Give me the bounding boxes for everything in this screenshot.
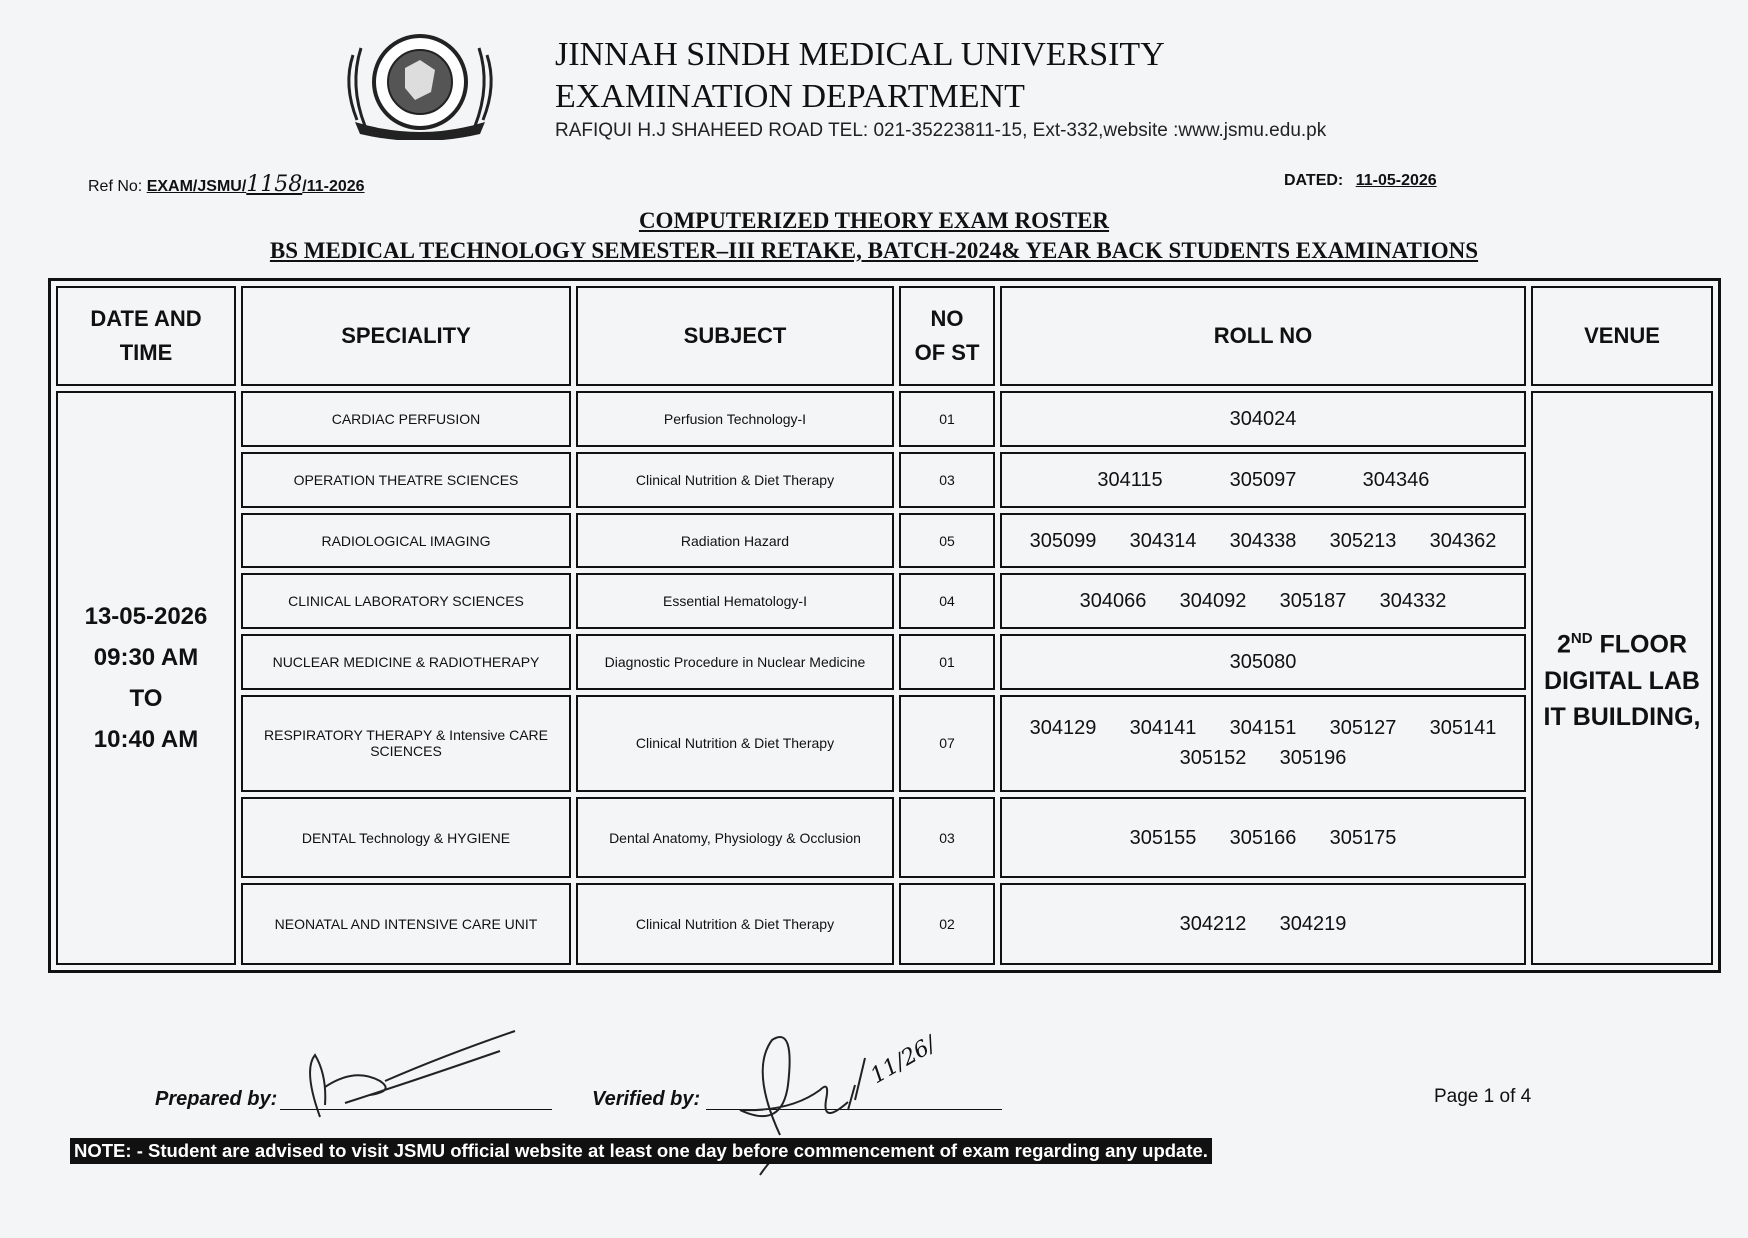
subject-cell: Diagnostic Procedure in Nuclear Medicine xyxy=(576,634,894,690)
header-subject: SUBJECT xyxy=(576,286,894,386)
verified-by-label: Verified by: xyxy=(592,1088,701,1110)
roll-no-cell: 304129 304141 304151 305127 305141 305152 305196 xyxy=(1000,695,1526,792)
table-row xyxy=(56,391,1713,447)
roll-no-cell: 304066 304092 305187 304332 xyxy=(1000,573,1526,629)
roll-no-cell: 304115 305097 304346 xyxy=(1000,452,1526,508)
dated-label: DATED: xyxy=(1284,172,1344,189)
subject-cell: Radiation Hazard xyxy=(576,513,894,569)
roll-no-cell: 304024 xyxy=(1000,391,1526,447)
speciality-cell: NUCLEAR MEDICINE & RADIOTHERAPY xyxy=(241,634,571,690)
subject-cell: Clinical Nutrition & Diet Therapy xyxy=(576,452,894,508)
address-line: RAFIQUI H.J SHAHEED ROAD TEL: 021-35223811-15, Ext-332,website :www.jsmu.edu.pk xyxy=(555,120,1327,141)
table-row xyxy=(56,883,1713,965)
subject-cell: Essential Hematology-I xyxy=(576,573,894,629)
roll-no-cell: 305080 xyxy=(1000,634,1526,690)
note-banner: NOTE: - Student are advised to visit JSMU official website at least one day before commencement of exam regarding any update. xyxy=(70,1138,1212,1164)
university-seal xyxy=(335,30,505,140)
student-count-cell: 05 xyxy=(899,513,995,569)
student-count-cell: 01 xyxy=(899,634,995,690)
ref-prefix: EXAM/JSMU/ xyxy=(146,178,247,195)
table-row xyxy=(56,573,1713,629)
speciality-cell: RADIOLOGICAL IMAGING xyxy=(241,513,571,569)
venue-cell: 2ND FLOOR DIGITAL LAB IT BUILDING, xyxy=(1531,391,1713,965)
student-count-cell: 01 xyxy=(899,391,995,447)
speciality-cell: OPERATION THEATRE SCIENCES xyxy=(241,452,571,508)
ref-handwritten-number: 1158 xyxy=(246,172,303,197)
prepared-by-signature xyxy=(285,1025,525,1125)
speciality-cell: DENTAL Technology & HYGIENE xyxy=(241,797,571,879)
page-indicator: Page 1 of 4 xyxy=(1434,1086,1532,1107)
exam-start-time: 09:30 AM xyxy=(93,644,199,671)
header-speciality: SPECIALITY xyxy=(241,286,571,386)
exam-end-time: 10:40 AM xyxy=(93,726,199,753)
header-venue: VENUE xyxy=(1531,286,1713,386)
subject-cell: Clinical Nutrition & Diet Therapy xyxy=(576,695,894,792)
table-row xyxy=(56,634,1713,690)
header-date-time: DATE AND TIME xyxy=(56,286,236,386)
subject-cell: Dental Anatomy, Physiology & Occlusion xyxy=(576,797,894,879)
roll-no-cell: 304212 304219 xyxy=(1000,883,1526,965)
table-row xyxy=(56,513,1713,569)
dated xyxy=(1284,172,1437,190)
speciality-cell: CARDIAC PERFUSION xyxy=(241,391,571,447)
verified-handwritten-date: 11/26/ xyxy=(866,1031,941,1090)
table-row xyxy=(56,797,1713,879)
student-count-cell: 04 xyxy=(899,573,995,629)
header-no-of-students: NO OF ST xyxy=(899,286,995,386)
department-name: EXAMINATION DEPARTMENT xyxy=(555,78,1025,115)
roster-subtitle: BS MEDICAL TECHNOLOGY SEMESTER–III RETAKE, BATCH-2024& YEAR BACK STUDENTS EXAMINATIONS xyxy=(269,238,1479,263)
university-name: JINNAH SINDH MEDICAL UNIVERSITY xyxy=(555,36,1165,73)
table-row xyxy=(56,695,1713,792)
roll-no-cell: 305155 305166 305175 xyxy=(1000,797,1526,879)
subject-cell: Perfusion Technology-I xyxy=(576,391,894,447)
table-header-row xyxy=(56,286,1713,386)
speciality-cell: CLINICAL LABORATORY SCIENCES xyxy=(241,573,571,629)
student-count-cell: 03 xyxy=(899,452,995,508)
roll-no-cell: 305099 304314 304338 305213 304362 xyxy=(1000,513,1526,569)
student-count-cell: 02 xyxy=(899,883,995,965)
ref-label: Ref No: xyxy=(88,178,143,195)
speciality-cell: RESPIRATORY THERAPY & Intensive CARE SCIENCES xyxy=(241,695,571,792)
exam-time-separator: TO xyxy=(129,685,163,712)
roster-title: COMPUTERIZED THEORY EXAM ROSTER xyxy=(638,208,1110,233)
reference-number xyxy=(88,172,365,197)
subject-cell: Clinical Nutrition & Diet Therapy xyxy=(576,883,894,965)
exam-date-time xyxy=(56,391,236,965)
exam-roster-table xyxy=(48,278,1721,973)
student-count-cell: 03 xyxy=(899,797,995,879)
table-row xyxy=(56,452,1713,508)
speciality-cell: NEONATAL AND INTENSIVE CARE UNIT xyxy=(241,883,571,965)
exam-date: 13-05-2026 xyxy=(84,603,208,630)
ref-suffix: /11-2026 xyxy=(302,178,365,195)
dated-value: 11-05-2026 xyxy=(1355,172,1437,189)
prepared-by-label: Prepared by: xyxy=(155,1088,278,1110)
university-header xyxy=(555,34,1165,118)
header-roll-no: ROLL NO xyxy=(1000,286,1526,386)
student-count-cell: 07 xyxy=(899,695,995,792)
